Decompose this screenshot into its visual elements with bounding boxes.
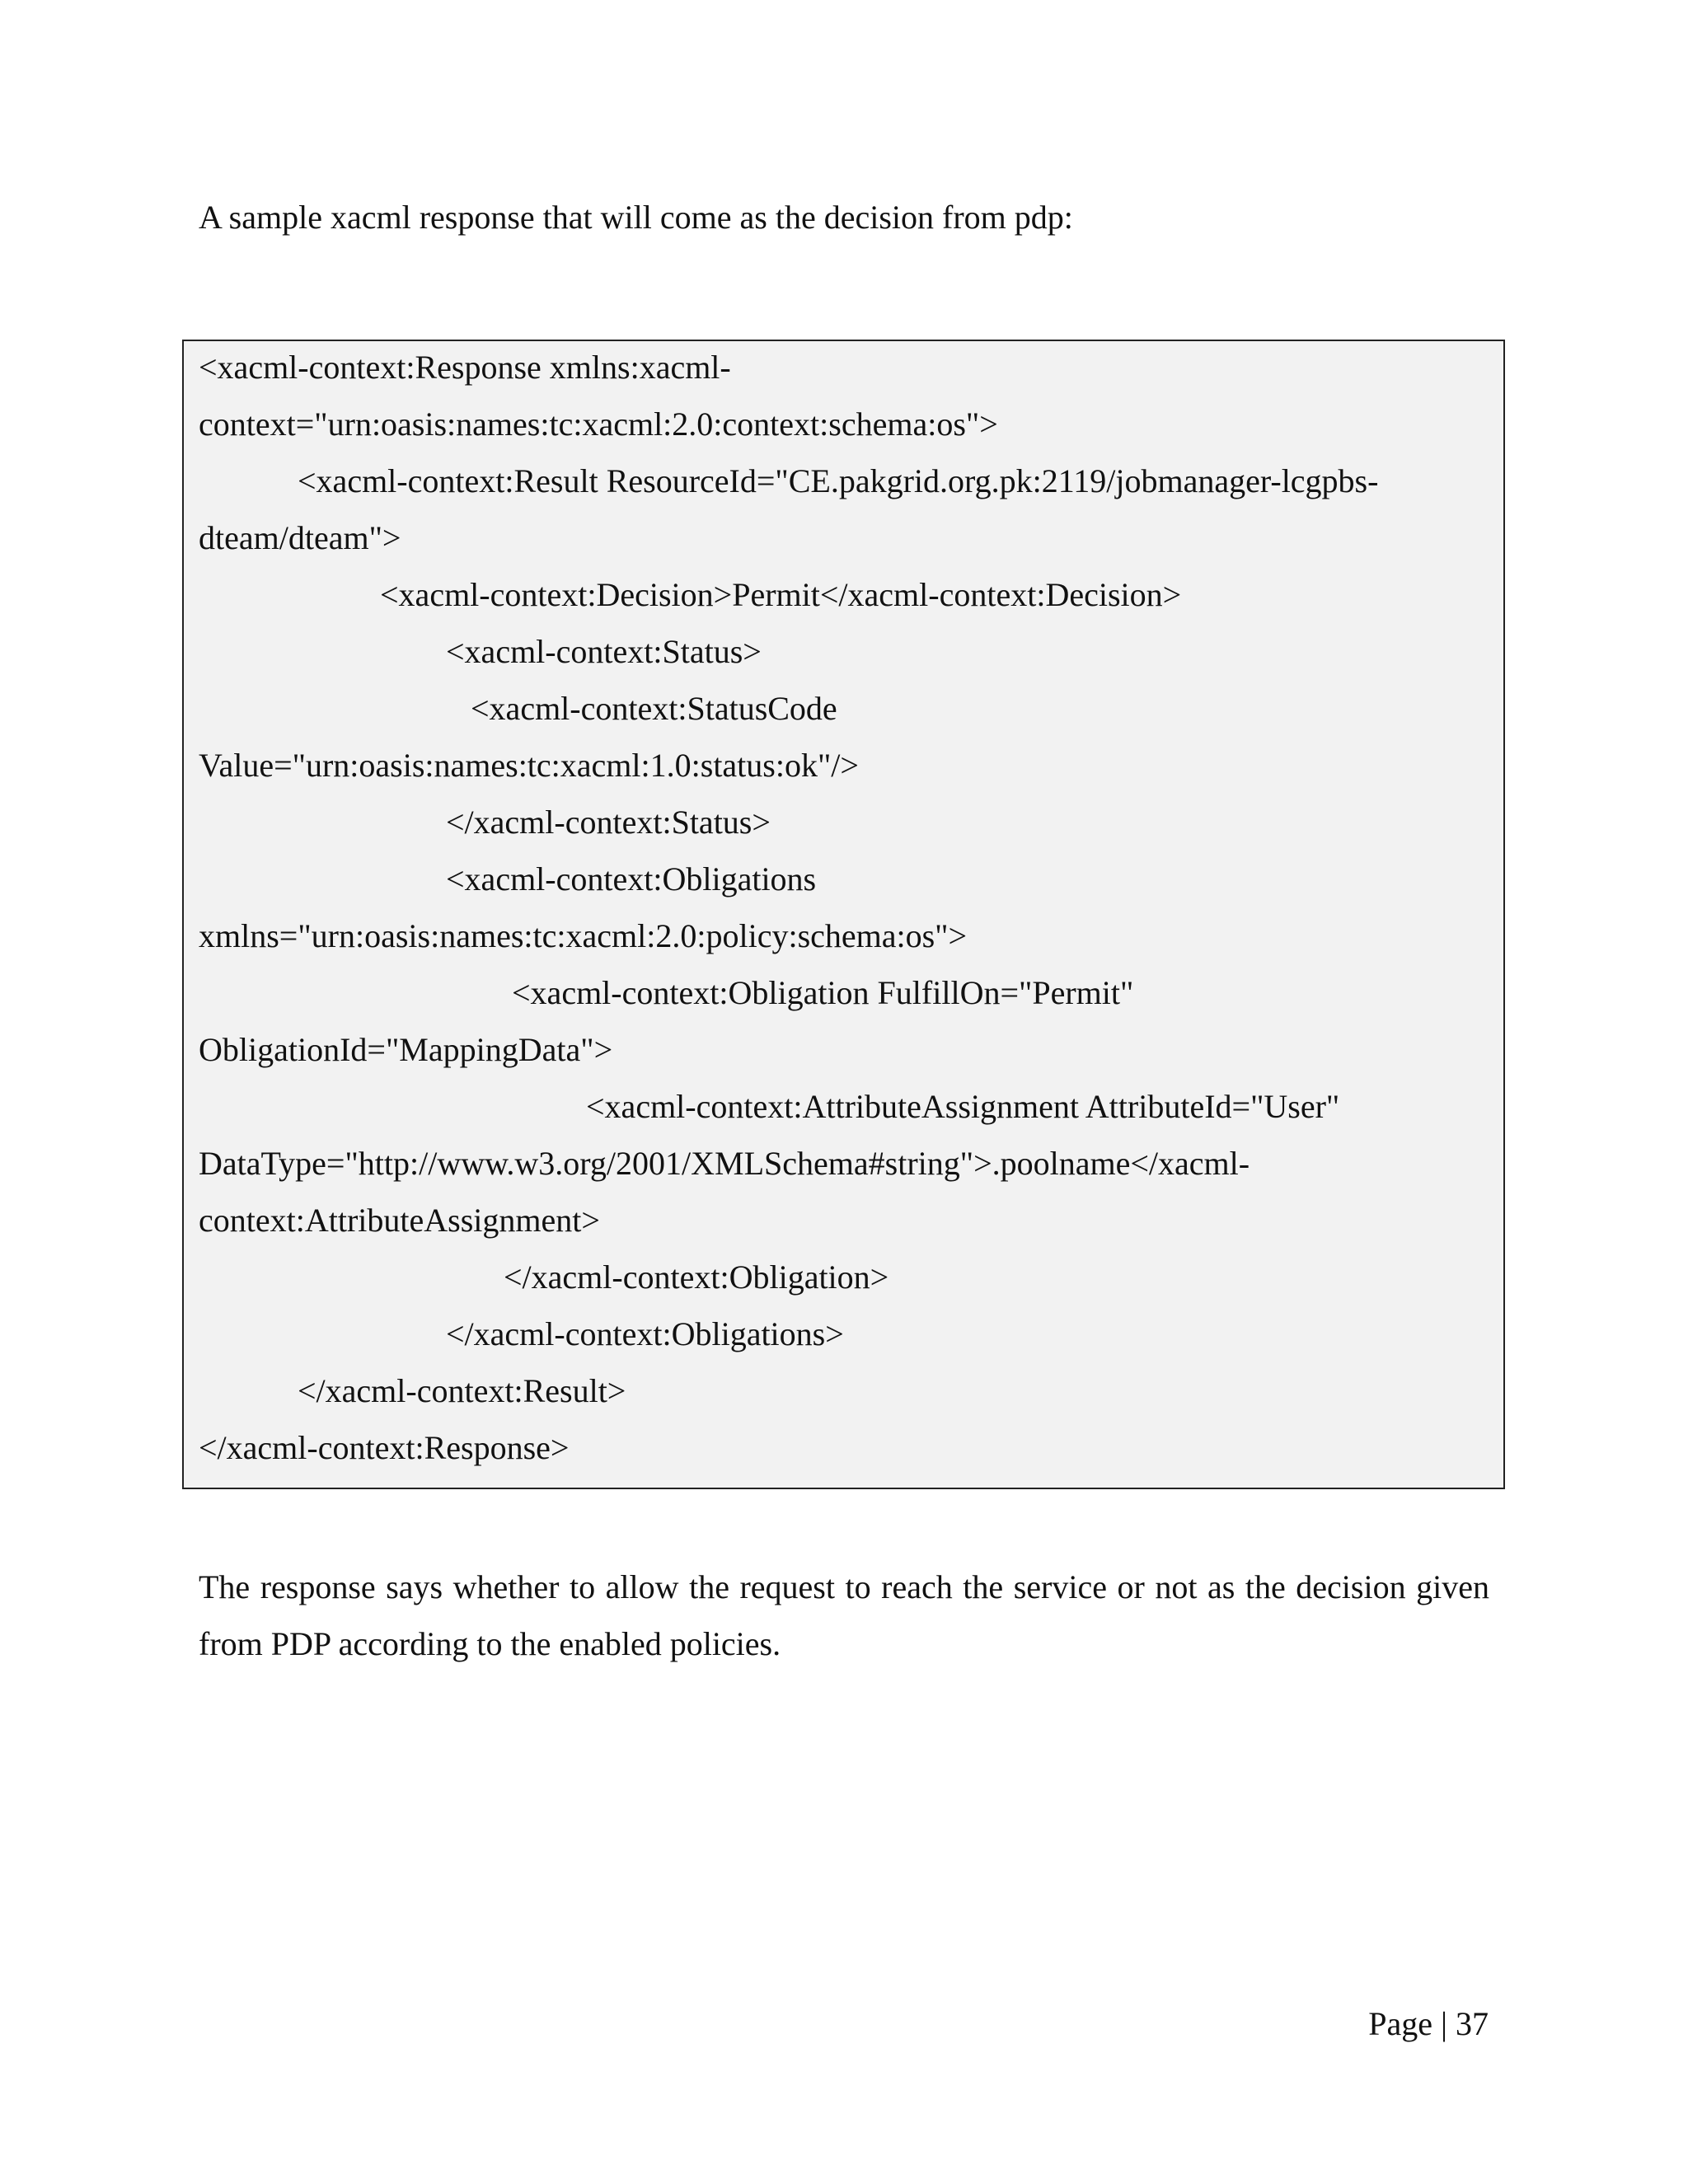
code-line-15: DataType="http://www.w3.org/2001/XMLSchema#string">.poolname</xacml- (199, 1145, 1250, 1182)
code-line-5: <xacml-context:Decision>Permit</xacml-context:Decision> (380, 576, 1182, 613)
code-line-9: </xacml-context:Status> (446, 804, 771, 841)
code-line-17: </xacml-context:Obligation> (504, 1258, 889, 1296)
code-line-7: <xacml-context:StatusCode (471, 690, 837, 727)
code-line-3: <xacml-context:Result ResourceId="CE.pakgrid.org.pk:2119/jobmanager-lcgpbs- (298, 462, 1379, 499)
xacml-code-block (182, 340, 1505, 1489)
code-line-10: <xacml-context:Obligations (446, 860, 817, 898)
code-line-18: </xacml-context:Obligations> (446, 1315, 844, 1352)
code-line-14: <xacml-context:AttributeAssignment AttributeId="User" (586, 1088, 1340, 1125)
code-line-11: xmlns="urn:oasis:names:tc:xacml:2.0:policy:schema:os"> (199, 917, 968, 954)
description-line-2: from PDP according to the enabled policies. (199, 1625, 781, 1662)
description-line-1: The response says whether to allow the request to reach the service or not as the decision given (199, 1568, 1489, 1605)
code-line-8: Value="urn:oasis:names:tc:xacml:1.0:status:ok"/> (199, 747, 859, 784)
code-line-16: context:AttributeAssignment> (199, 1202, 600, 1239)
code-line-1: <xacml-context:Response xmlns:xacml- (199, 349, 731, 386)
code-line-2: context="urn:oasis:names:tc:xacml:2.0:context:schema:os"> (199, 405, 998, 443)
code-line-20: </xacml-context:Response> (199, 1429, 570, 1466)
code-line-13: ObligationId="MappingData"> (199, 1031, 613, 1068)
code-line-4: dteam/dteam"> (199, 519, 401, 556)
page-number: Page | 37 (1368, 2005, 1489, 2042)
intro-text: A sample xacml response that will come as the decision from pdp: (199, 199, 1073, 236)
code-line-12: <xacml-context:Obligation FulfillOn="Permit" (512, 974, 1134, 1011)
code-line-6: <xacml-context:Status> (446, 633, 762, 670)
code-line-19: </xacml-context:Result> (298, 1372, 626, 1409)
